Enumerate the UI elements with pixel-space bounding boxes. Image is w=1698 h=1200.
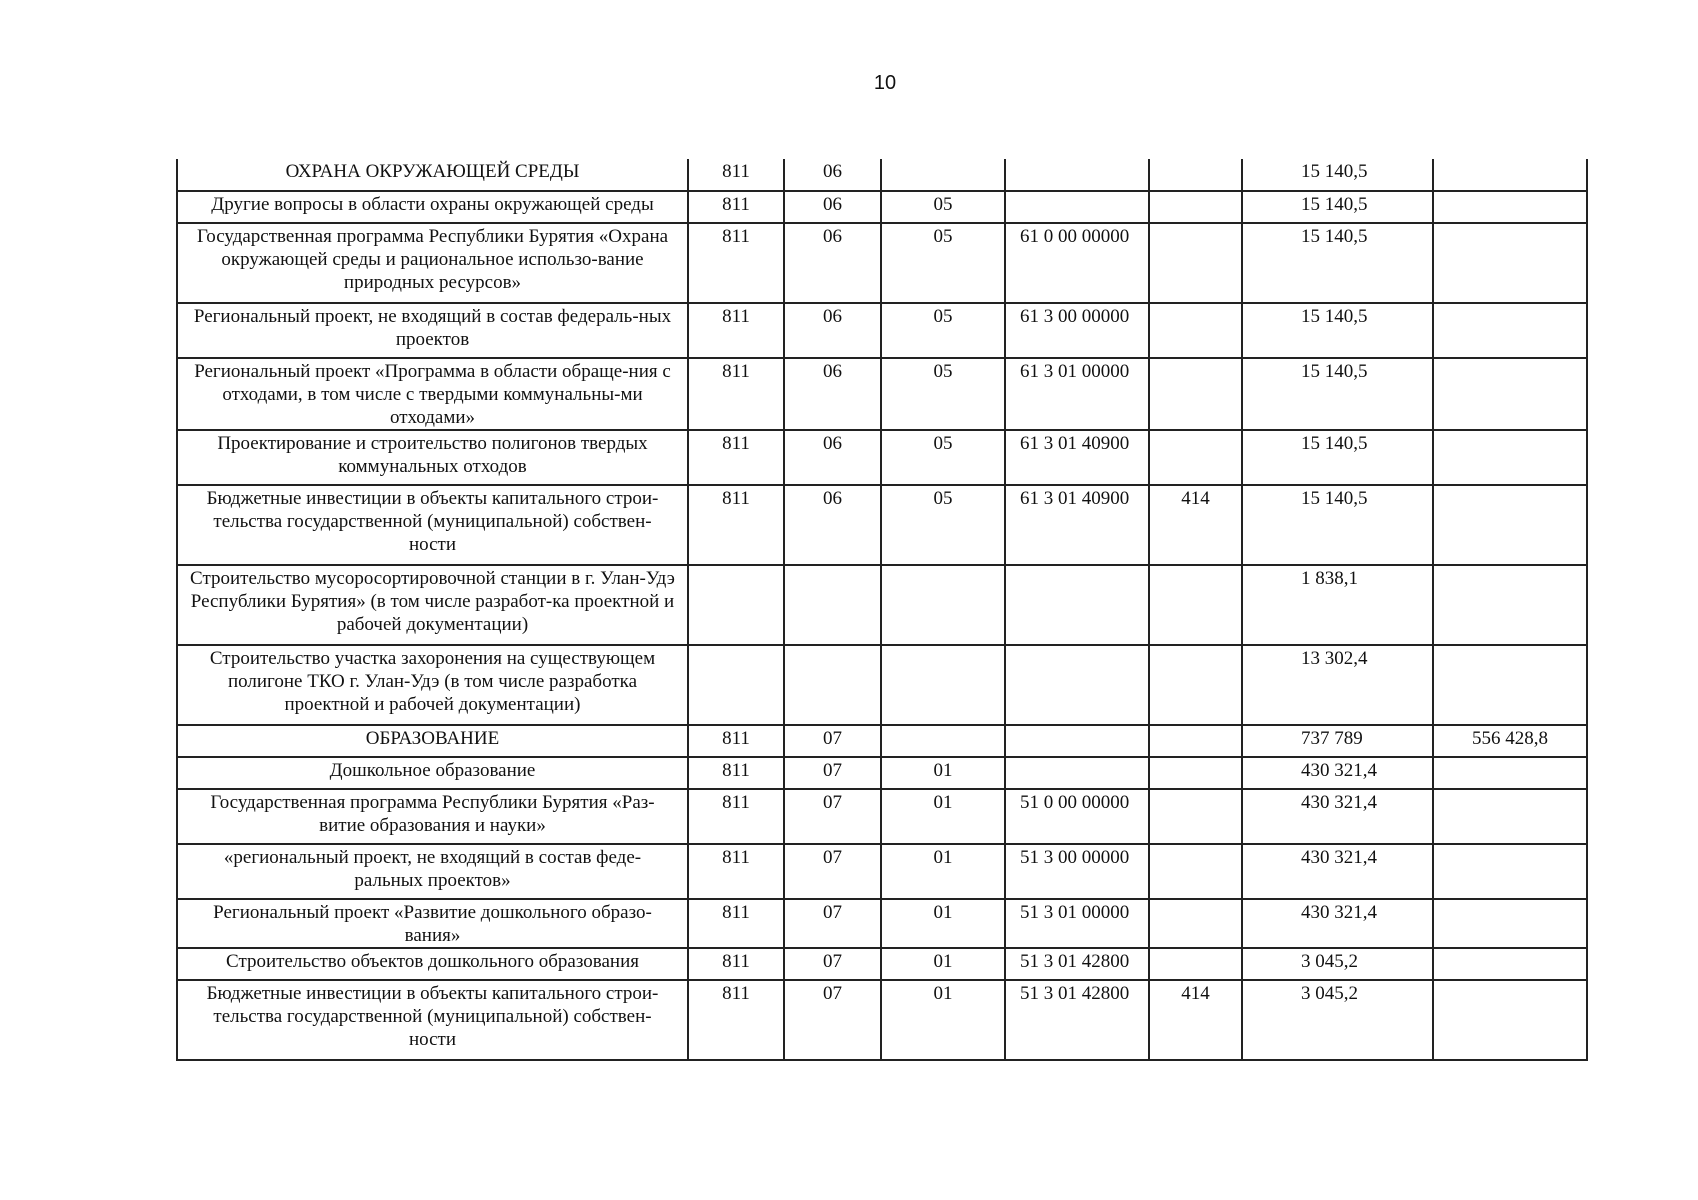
subsection-code-cell: 05 [881,358,1005,430]
ministry-code-cell: 811 [688,789,784,844]
subsection-code-cell: 01 [881,789,1005,844]
target-article-cell: 61 3 01 00000 [1005,358,1149,430]
table-row [177,485,1587,565]
row-name-cell: Государственная программа Республики Бурятия «Охрана окружающей среды и рациональное использо-вание природных ресурсов» [177,223,688,303]
row-name-cell: ОБРАЗОВАНИЕ [177,725,688,757]
subsection-code-cell: 01 [881,980,1005,1060]
amount-cell: 430 321,4 [1242,844,1433,899]
subsection-code-cell: 05 [881,223,1005,303]
section-code-cell: 06 [784,303,881,358]
ministry-code-cell [688,565,784,645]
ministry-code-cell: 811 [688,223,784,303]
section-code-cell: 06 [784,191,881,223]
subsection-code-cell: 05 [881,430,1005,485]
target-article-cell: 51 3 01 00000 [1005,899,1149,948]
extra-amount-cell [1433,191,1587,223]
table-row [177,757,1587,789]
target-article-cell: 51 3 01 42800 [1005,980,1149,1060]
table-row [177,303,1587,358]
target-article-cell [1005,757,1149,789]
section-code-cell: 07 [784,980,881,1060]
extra-amount-cell [1433,844,1587,899]
extra-amount-cell [1433,358,1587,430]
amount-cell: 15 140,5 [1242,223,1433,303]
amount-cell: 15 140,5 [1242,430,1433,485]
row-name-cell: Государственная программа Республики Бурятия «Раз-витие образования и науки» [177,789,688,844]
expense-type-cell [1149,303,1242,358]
section-code-cell: 06 [784,159,881,191]
section-code-cell [784,565,881,645]
row-name-cell: Региональный проект «Программа в области обраще-ния с отходами, в том числе с твердыми коммунальны-ми отходами» [177,358,688,430]
table-row [177,899,1587,948]
row-name-cell: Бюджетные инвестиции в объекты капитального строи-тельства государственной (муниципальной) собствен-ности [177,980,688,1060]
table-row [177,948,1587,980]
ministry-code-cell: 811 [688,725,784,757]
target-article-cell: 61 3 00 00000 [1005,303,1149,358]
amount-cell: 430 321,4 [1242,899,1433,948]
target-article-cell: 61 0 00 00000 [1005,223,1149,303]
table-row [177,565,1587,645]
subsection-code-cell: 01 [881,948,1005,980]
expense-type-cell [1149,223,1242,303]
expense-type-cell [1149,358,1242,430]
table-row [177,191,1587,223]
expense-type-cell [1149,725,1242,757]
section-code-cell: 06 [784,430,881,485]
expense-type-cell: 414 [1149,980,1242,1060]
expense-type-cell [1149,565,1242,645]
row-name-cell: Региональный проект «Развитие дошкольного образо-вания» [177,899,688,948]
section-code-cell [784,645,881,725]
table-row [177,223,1587,303]
target-article-cell: 61 3 01 40900 [1005,430,1149,485]
expense-type-cell [1149,844,1242,899]
expense-type-cell [1149,159,1242,191]
amount-cell: 15 140,5 [1242,303,1433,358]
amount-cell: 3 045,2 [1242,980,1433,1060]
ministry-code-cell: 811 [688,485,784,565]
target-article-cell [1005,159,1149,191]
row-name-cell: Строительство мусоросортировочной станции в г. Улан-Удэ Республики Бурятия» (в том числе разработ-ка проектной и рабочей документации) [177,565,688,645]
extra-amount-cell [1433,565,1587,645]
subsection-code-cell: 01 [881,844,1005,899]
extra-amount-cell: 556 428,8 [1433,725,1587,757]
target-article-cell [1005,645,1149,725]
table-row [177,725,1587,757]
section-code-cell: 07 [784,725,881,757]
ministry-code-cell: 811 [688,159,784,191]
row-name-cell: Бюджетные инвестиции в объекты капитального строи-тельства государственной (муниципальной) собствен-ности [177,485,688,565]
extra-amount-cell [1433,980,1587,1060]
amount-cell: 15 140,5 [1242,358,1433,430]
ministry-code-cell: 811 [688,430,784,485]
expense-type-cell [1149,430,1242,485]
extra-amount-cell [1433,789,1587,844]
table-row [177,645,1587,725]
subsection-code-cell: 05 [881,303,1005,358]
expense-type-cell [1149,191,1242,223]
extra-amount-cell [1433,223,1587,303]
subsection-code-cell [881,725,1005,757]
ministry-code-cell: 811 [688,191,784,223]
amount-cell: 737 789 [1242,725,1433,757]
subsection-code-cell: 05 [881,485,1005,565]
table-row [177,844,1587,899]
expense-type-cell [1149,899,1242,948]
amount-cell: 430 321,4 [1242,757,1433,789]
extra-amount-cell [1433,485,1587,565]
row-name-cell: Региональный проект, не входящий в состав федераль-ных проектов [177,303,688,358]
row-name-cell: Строительство объектов дошкольного образования [177,948,688,980]
table-row [177,980,1587,1060]
amount-cell: 15 140,5 [1242,485,1433,565]
section-code-cell: 06 [784,485,881,565]
extra-amount-cell [1433,899,1587,948]
amount-cell: 3 045,2 [1242,948,1433,980]
ministry-code-cell: 811 [688,358,784,430]
table-row [177,430,1587,485]
extra-amount-cell [1433,645,1587,725]
subsection-code-cell [881,159,1005,191]
subsection-code-cell: 05 [881,191,1005,223]
subsection-code-cell [881,645,1005,725]
target-article-cell: 61 3 01 40900 [1005,485,1149,565]
section-code-cell: 07 [784,844,881,899]
table-row [177,789,1587,844]
target-article-cell: 51 3 01 42800 [1005,948,1149,980]
amount-cell: 430 321,4 [1242,789,1433,844]
ministry-code-cell: 811 [688,980,784,1060]
amount-cell: 15 140,5 [1242,159,1433,191]
row-name-cell: Другие вопросы в области охраны окружающей среды [177,191,688,223]
section-code-cell: 07 [784,789,881,844]
extra-amount-cell [1433,948,1587,980]
target-article-cell [1005,565,1149,645]
target-article-cell: 51 0 00 00000 [1005,789,1149,844]
row-name-cell: Дошкольное образование [177,757,688,789]
amount-cell: 1 838,1 [1242,565,1433,645]
section-code-cell: 07 [784,757,881,789]
ministry-code-cell: 811 [688,948,784,980]
row-name-cell: Строительство участка захоронения на существующем полигоне ТКО г. Улан-Удэ (в том числе разработка проектной и рабочей документации) [177,645,688,725]
budget-table [176,159,1588,1061]
amount-cell: 13 302,4 [1242,645,1433,725]
row-name-cell: ОХРАНА ОКРУЖАЮЩЕЙ СРЕДЫ [177,159,688,191]
section-code-cell: 07 [784,948,881,980]
extra-amount-cell [1433,159,1587,191]
table-row [177,358,1587,430]
row-name-cell: «региональный проект, не входящий в состав феде-ральных проектов» [177,844,688,899]
amount-cell: 15 140,5 [1242,191,1433,223]
target-article-cell [1005,191,1149,223]
target-article-cell: 51 3 00 00000 [1005,844,1149,899]
expense-type-cell [1149,789,1242,844]
row-name-cell: Проектирование и строительство полигонов твердых коммунальных отходов [177,430,688,485]
ministry-code-cell: 811 [688,757,784,789]
ministry-code-cell: 811 [688,303,784,358]
ministry-code-cell: 811 [688,844,784,899]
subsection-code-cell: 01 [881,757,1005,789]
target-article-cell [1005,725,1149,757]
expense-type-cell [1149,948,1242,980]
table-row [177,159,1587,191]
page-number: 10 [873,72,897,94]
extra-amount-cell [1433,303,1587,358]
expense-type-cell [1149,645,1242,725]
ministry-code-cell: 811 [688,899,784,948]
subsection-code-cell: 01 [881,899,1005,948]
expense-type-cell: 414 [1149,485,1242,565]
ministry-code-cell [688,645,784,725]
subsection-code-cell [881,565,1005,645]
section-code-cell: 06 [784,223,881,303]
extra-amount-cell [1433,430,1587,485]
expense-type-cell [1149,757,1242,789]
section-code-cell: 07 [784,899,881,948]
extra-amount-cell [1433,757,1587,789]
section-code-cell: 06 [784,358,881,430]
